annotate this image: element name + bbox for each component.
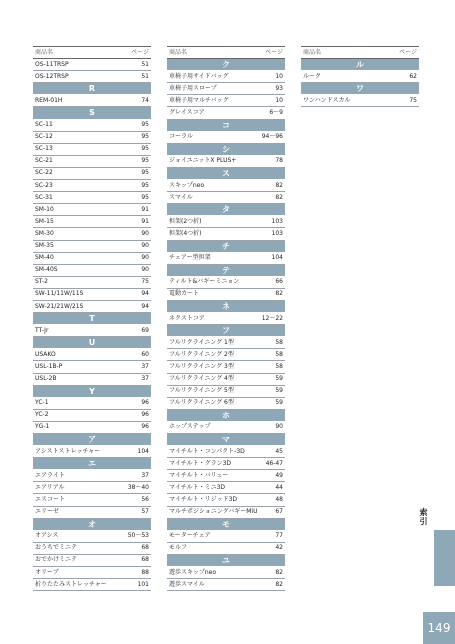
product-name: アシストストレッチャー bbox=[35, 447, 101, 455]
product-name: ST-2 bbox=[35, 278, 48, 286]
index-entry bbox=[167, 71, 285, 83]
index-entry bbox=[33, 253, 151, 265]
product-name: ホップステップ bbox=[169, 423, 211, 431]
index-entry bbox=[167, 422, 285, 434]
page-ref: 59 bbox=[275, 375, 283, 383]
page-ref: 82 bbox=[275, 290, 283, 298]
product-name: SC-11 bbox=[35, 121, 53, 129]
index-entry bbox=[33, 144, 151, 156]
product-name: 電動カート bbox=[169, 290, 200, 298]
page-ref: 90 bbox=[275, 423, 283, 431]
page-ref: 51 bbox=[141, 72, 149, 80]
product-name: SM-40 bbox=[35, 254, 54, 262]
page-ref: 104 bbox=[137, 447, 149, 455]
product-name: ネクストコア bbox=[169, 314, 205, 322]
section-header: シ bbox=[167, 144, 285, 156]
page-ref: 103 bbox=[271, 229, 283, 237]
page-ref: 78 bbox=[275, 157, 283, 165]
page-ref: 50〜53 bbox=[127, 532, 149, 540]
page-ref: 82 bbox=[275, 193, 283, 201]
page-ref: 95 bbox=[141, 193, 149, 201]
product-name: マイチルト・グラン3D bbox=[169, 459, 232, 467]
section-header: テ bbox=[167, 265, 285, 277]
index-entry bbox=[167, 374, 285, 386]
index-entry bbox=[33, 71, 151, 83]
index-entry bbox=[33, 156, 151, 168]
index-entry bbox=[33, 228, 151, 240]
product-name: SC-23 bbox=[35, 181, 53, 189]
page-ref: 58 bbox=[275, 338, 283, 346]
page-ref: 37 bbox=[141, 471, 149, 479]
product-name: SM-10 bbox=[35, 205, 54, 213]
page-ref: 104 bbox=[271, 254, 283, 262]
product-name: SM-15 bbox=[35, 217, 54, 225]
index-entry bbox=[167, 180, 285, 192]
index-entry bbox=[33, 410, 151, 422]
product-name: OS-12TRSP bbox=[35, 72, 69, 80]
product-name: 車椅子用マルチバッグ bbox=[169, 96, 229, 104]
index-entry bbox=[167, 386, 285, 398]
product-name: USL-2B bbox=[35, 375, 57, 383]
product-name: マイチルト・バリュー bbox=[169, 471, 229, 479]
page-ref: 60 bbox=[141, 350, 149, 358]
index-entry bbox=[33, 579, 151, 591]
index-entry bbox=[33, 180, 151, 192]
product-name: YC-2 bbox=[35, 411, 49, 419]
product-name: フルリクライニング 6型 bbox=[169, 399, 234, 407]
index-entry bbox=[33, 216, 151, 228]
index-entry bbox=[33, 289, 151, 301]
product-name: SW-21/21W/21S bbox=[35, 302, 84, 310]
index-entry bbox=[167, 95, 285, 107]
page-ref: 90 bbox=[141, 242, 149, 250]
product-name: フルリクライニング 5型 bbox=[169, 387, 234, 395]
page-ref: 68 bbox=[141, 556, 149, 564]
index-entry bbox=[33, 567, 151, 579]
page-ref: 37 bbox=[141, 375, 149, 383]
product-name: チェアー型担架 bbox=[169, 254, 211, 262]
product-name: YC-1 bbox=[35, 399, 49, 407]
section-header: コ bbox=[167, 120, 285, 132]
section-header: エ bbox=[33, 458, 151, 470]
header-name: 商品名 bbox=[303, 48, 322, 56]
section-header: ネ bbox=[167, 301, 285, 313]
index-entry bbox=[167, 337, 285, 349]
section-header: T bbox=[33, 313, 151, 325]
product-name: エスコート bbox=[35, 496, 66, 504]
section-header: ク bbox=[167, 59, 285, 71]
page-ref: 68 bbox=[141, 544, 149, 552]
section-header: タ bbox=[167, 204, 285, 216]
index-entry bbox=[33, 301, 151, 313]
page-ref: 56 bbox=[141, 496, 149, 504]
index-entry bbox=[33, 374, 151, 386]
index-entry bbox=[167, 458, 285, 470]
page-ref: 10 bbox=[275, 72, 283, 80]
section-header: S bbox=[33, 107, 151, 119]
section-header: ス bbox=[167, 168, 285, 180]
index-entry bbox=[33, 168, 151, 180]
product-name: REM-01H bbox=[35, 96, 63, 104]
product-name: フルリクライニング 3型 bbox=[169, 362, 234, 370]
index-entry bbox=[33, 349, 151, 361]
product-name: マイチルト・コンパクト-3D bbox=[169, 447, 245, 455]
page-ref: 90 bbox=[141, 266, 149, 274]
page-ref: 95 bbox=[141, 121, 149, 129]
page-ref: 91 bbox=[141, 205, 149, 213]
index-entry bbox=[33, 265, 151, 277]
product-name: USL-1B-P bbox=[35, 362, 63, 370]
product-name: スキップneo bbox=[169, 181, 205, 189]
product-name: マイチルト・ミニ3D bbox=[169, 483, 226, 491]
index-entry bbox=[167, 398, 285, 410]
product-name: スマイル bbox=[169, 193, 193, 201]
page-ref: 59 bbox=[275, 387, 283, 395]
product-name: コーラル bbox=[169, 133, 193, 141]
product-name: フルリクライニング 4型 bbox=[169, 375, 234, 383]
index-entry bbox=[167, 349, 285, 361]
side-tab bbox=[434, 530, 455, 586]
side-tab-label: 索引 bbox=[419, 508, 428, 526]
product-name: ワンハンドスカル bbox=[303, 96, 351, 104]
column-header bbox=[301, 46, 419, 59]
index-entry bbox=[33, 531, 151, 543]
product-name: 車椅子用スロープ bbox=[169, 84, 217, 92]
index-entry bbox=[167, 470, 285, 482]
section-header: Y bbox=[33, 386, 151, 398]
index-entry bbox=[167, 494, 285, 506]
page-ref: 38〜40 bbox=[127, 483, 149, 491]
product-name: TT-Jr bbox=[35, 326, 49, 334]
product-name: USAKO bbox=[35, 350, 56, 358]
index-entry bbox=[33, 398, 151, 410]
page-ref: 88 bbox=[141, 568, 149, 576]
section-header: マ bbox=[167, 434, 285, 446]
product-name: エリーゼ bbox=[35, 508, 59, 516]
product-name: ジョイユニットX PLUS+ bbox=[169, 157, 237, 165]
section-header: ユ bbox=[167, 555, 285, 567]
index-column-3 bbox=[301, 46, 419, 107]
page-ref: 6〜9 bbox=[269, 109, 283, 117]
product-name: エアライト bbox=[35, 471, 65, 479]
page-ref: 48 bbox=[275, 496, 283, 504]
index-entry bbox=[33, 446, 151, 458]
index-entry bbox=[167, 446, 285, 458]
page-ref: 91 bbox=[141, 217, 149, 225]
product-name: 折りたたみストレッチャー bbox=[35, 580, 107, 588]
index-entry bbox=[33, 361, 151, 373]
page-ref: 12〜22 bbox=[261, 314, 283, 322]
product-name: マイチルト・リジッド3D bbox=[169, 496, 238, 504]
page-ref: 51 bbox=[141, 60, 149, 68]
index-entry bbox=[167, 107, 285, 119]
product-name: エアリアル bbox=[35, 483, 65, 491]
page-ref: 62 bbox=[409, 72, 417, 80]
header-page: ページ bbox=[131, 48, 149, 56]
index-entry bbox=[167, 83, 285, 95]
product-name: SC-21 bbox=[35, 157, 53, 165]
index-entry bbox=[167, 507, 285, 519]
column-header bbox=[167, 46, 285, 59]
index-entry bbox=[33, 482, 151, 494]
page-ref: 101 bbox=[137, 580, 149, 588]
page-ref: 96 bbox=[141, 423, 149, 431]
section-header: ホ bbox=[167, 410, 285, 422]
index-entry bbox=[301, 95, 419, 107]
product-name: OS-11TRSP bbox=[35, 60, 69, 68]
index-entry bbox=[33, 543, 151, 555]
index-entry bbox=[167, 313, 285, 325]
section-header: R bbox=[33, 83, 151, 95]
index-entry bbox=[167, 579, 285, 591]
product-name: SC-12 bbox=[35, 133, 53, 141]
page-ref: 93 bbox=[275, 84, 283, 92]
page-ref: 67 bbox=[275, 508, 283, 516]
page-ref: 90 bbox=[141, 254, 149, 262]
index-entry bbox=[33, 470, 151, 482]
index-entry bbox=[167, 253, 285, 265]
product-name: ティルト&バギーミニョン bbox=[169, 278, 240, 286]
product-name: SM-40S bbox=[35, 266, 58, 274]
page-ref: 75 bbox=[141, 278, 149, 286]
product-name: フルリクライニング 1型 bbox=[169, 338, 234, 346]
section-header: ル bbox=[301, 59, 419, 71]
header-name: 商品名 bbox=[169, 48, 188, 56]
page-ref: 82 bbox=[275, 580, 283, 588]
page-ref: 95 bbox=[141, 133, 149, 141]
page-ref: 95 bbox=[141, 157, 149, 165]
product-name: 担架(4つ折) bbox=[169, 229, 202, 237]
index-column-1 bbox=[33, 46, 151, 591]
product-name: おでかけミニテ bbox=[35, 556, 77, 564]
section-header: ア bbox=[33, 434, 151, 446]
page-ref: 90 bbox=[141, 229, 149, 237]
product-name: フルリクライニング 2型 bbox=[169, 350, 234, 358]
page-ref: 69 bbox=[141, 326, 149, 334]
page-ref: 44 bbox=[275, 483, 283, 491]
header-page: ページ bbox=[399, 48, 417, 56]
index-entry bbox=[167, 531, 285, 543]
index-entry bbox=[167, 567, 285, 579]
index-entry bbox=[167, 361, 285, 373]
page-ref: 82 bbox=[275, 181, 283, 189]
index-entry bbox=[33, 277, 151, 289]
product-name: マルチポジショニングバギーMiU bbox=[169, 508, 258, 516]
product-name: おうちでミニテ bbox=[35, 544, 77, 552]
index-entry bbox=[167, 132, 285, 144]
index-entry bbox=[167, 156, 285, 168]
index-entry bbox=[167, 277, 285, 289]
page-ref: 103 bbox=[271, 217, 283, 225]
index-entry bbox=[33, 507, 151, 519]
page-ref: 94〜96 bbox=[261, 133, 283, 141]
page-ref: 42 bbox=[275, 544, 283, 552]
product-name: SM-35 bbox=[35, 242, 54, 250]
page-ref: 46-47 bbox=[265, 459, 283, 467]
header-name: 商品名 bbox=[35, 48, 54, 56]
product-name: ルーク bbox=[303, 72, 322, 80]
index-column-2 bbox=[167, 46, 285, 591]
index-entry bbox=[33, 241, 151, 253]
product-name: モーターチェア bbox=[169, 532, 211, 540]
page-ref: 59 bbox=[275, 399, 283, 407]
product-name: モルフ bbox=[169, 544, 188, 552]
index-entry bbox=[33, 132, 151, 144]
page-ref: 49 bbox=[275, 471, 283, 479]
page-ref: 95 bbox=[141, 145, 149, 153]
section-header: ワ bbox=[301, 83, 419, 95]
product-name: オアシス bbox=[35, 532, 59, 540]
page-ref: 57 bbox=[141, 508, 149, 516]
column-header bbox=[33, 46, 151, 59]
page-ref: 10 bbox=[275, 96, 283, 104]
index-entry bbox=[167, 482, 285, 494]
index-entry bbox=[167, 289, 285, 301]
index-entry bbox=[167, 228, 285, 240]
product-name: SM-30 bbox=[35, 229, 54, 237]
section-header: チ bbox=[167, 241, 285, 253]
page-ref: 96 bbox=[141, 399, 149, 407]
product-name: SC-13 bbox=[35, 145, 53, 153]
page-ref: 95 bbox=[141, 169, 149, 177]
index-entry bbox=[33, 95, 151, 107]
page-ref: 66 bbox=[275, 278, 283, 286]
product-name: グレイスコア bbox=[169, 109, 205, 117]
product-name: 車椅子用サイドバッグ bbox=[169, 72, 229, 80]
index-entry bbox=[33, 120, 151, 132]
page-ref: 37 bbox=[141, 362, 149, 370]
index-entry bbox=[167, 216, 285, 228]
index-entry bbox=[33, 204, 151, 216]
product-name: 担架(2つ折) bbox=[169, 217, 202, 225]
product-name: SC-31 bbox=[35, 193, 53, 201]
index-entry bbox=[301, 71, 419, 83]
page-ref: 94 bbox=[141, 302, 149, 310]
page-ref: 58 bbox=[275, 362, 283, 370]
page-ref: 45 bbox=[275, 447, 283, 455]
page-ref: 82 bbox=[275, 568, 283, 576]
page-ref: 96 bbox=[141, 411, 149, 419]
index-entry bbox=[33, 192, 151, 204]
page-ref: 94 bbox=[141, 290, 149, 298]
index-entry bbox=[33, 494, 151, 506]
product-name: SC-22 bbox=[35, 169, 53, 177]
product-name: YG-1 bbox=[35, 423, 50, 431]
index-entry bbox=[167, 192, 285, 204]
product-name: 遊歩スマイル bbox=[169, 580, 205, 588]
index-entry bbox=[33, 422, 151, 434]
index-entry bbox=[167, 543, 285, 555]
page-ref: 77 bbox=[275, 532, 283, 540]
index-entry bbox=[33, 555, 151, 567]
product-name: 遊歩スキップneo bbox=[169, 568, 217, 576]
section-header: U bbox=[33, 337, 151, 349]
product-name: SW-11/11W/11S bbox=[35, 290, 84, 298]
index-entry bbox=[33, 59, 151, 71]
page-number: 149 bbox=[423, 612, 455, 644]
index-entry bbox=[33, 325, 151, 337]
section-header: フ bbox=[167, 325, 285, 337]
product-name: オリーブ bbox=[35, 568, 59, 576]
page-ref: 75 bbox=[409, 96, 417, 104]
page-ref: 58 bbox=[275, 350, 283, 358]
section-header: モ bbox=[167, 519, 285, 531]
page-ref: 74 bbox=[141, 96, 149, 104]
page-ref: 95 bbox=[141, 181, 149, 189]
header-page: ページ bbox=[265, 48, 283, 56]
section-header: オ bbox=[33, 519, 151, 531]
